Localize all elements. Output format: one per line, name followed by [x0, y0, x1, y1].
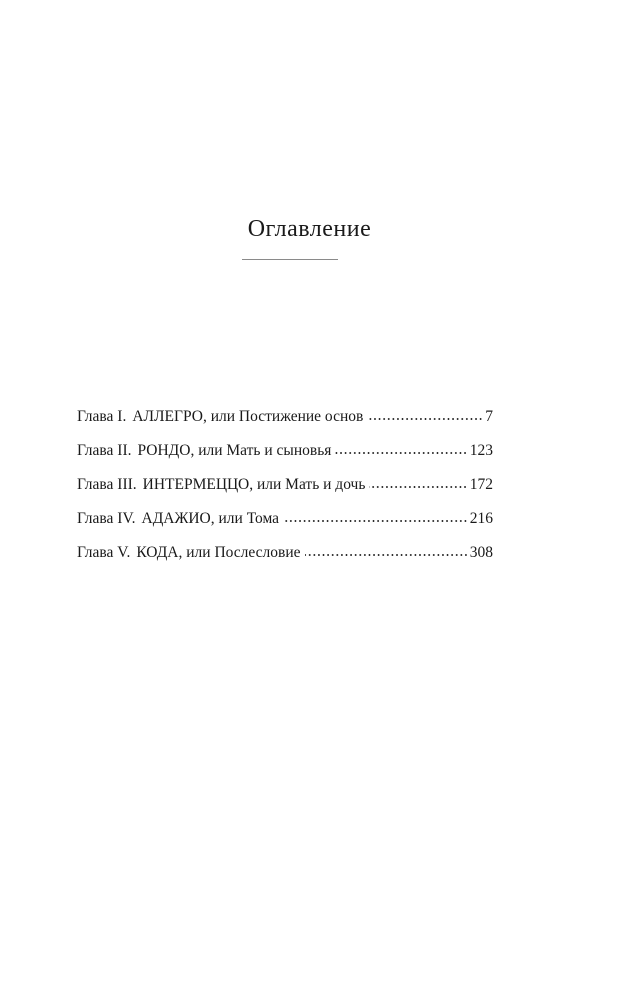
chapter-number: Глава I.	[77, 407, 127, 425]
chapter-number: Глава IV.	[77, 509, 136, 527]
chapter-number: Глава III.	[77, 475, 137, 493]
page-title: Оглавление	[247, 216, 372, 242]
toc-entry-chapter-5[interactable]	[77, 541, 493, 575]
chapter-title: АЛЛЕГРО, или Постижение основ	[132, 407, 364, 425]
chapter-number: Глава V.	[77, 543, 131, 561]
dot-leader	[305, 542, 468, 558]
toc-entry-label	[77, 442, 331, 460]
toc-entry-label	[77, 510, 279, 528]
dot-leader	[367, 406, 483, 422]
toc-entry-chapter-1[interactable]	[77, 405, 493, 439]
toc-entry-chapter-2[interactable]	[77, 439, 493, 473]
page-number: 216	[469, 509, 493, 527]
dot-leader	[369, 474, 467, 490]
page-number: 308	[469, 543, 493, 561]
page-number: 172	[469, 475, 493, 493]
toc-entry-label	[77, 544, 301, 562]
title-divider	[242, 259, 338, 260]
chapter-title: АДАЖИО, или Тома	[141, 509, 280, 527]
dot-leader	[335, 440, 467, 456]
toc-entry-chapter-4[interactable]	[77, 507, 493, 541]
toc-entry-label	[77, 476, 365, 494]
chapter-title: КОДА, или Послесловие	[136, 543, 301, 561]
dot-leader	[283, 508, 468, 524]
chapter-title: РОНДО, или Мать и сыновья	[137, 441, 332, 459]
toc-entry-chapter-3[interactable]	[77, 473, 493, 507]
chapter-number: Глава II.	[77, 441, 132, 459]
chapter-title: ИНТЕРМЕЦЦО, или Мать и дочь	[142, 475, 366, 493]
table-of-contents	[77, 405, 493, 575]
page-number: 7	[485, 407, 493, 425]
page-number: 123	[469, 441, 493, 459]
toc-entry-label	[77, 408, 363, 426]
